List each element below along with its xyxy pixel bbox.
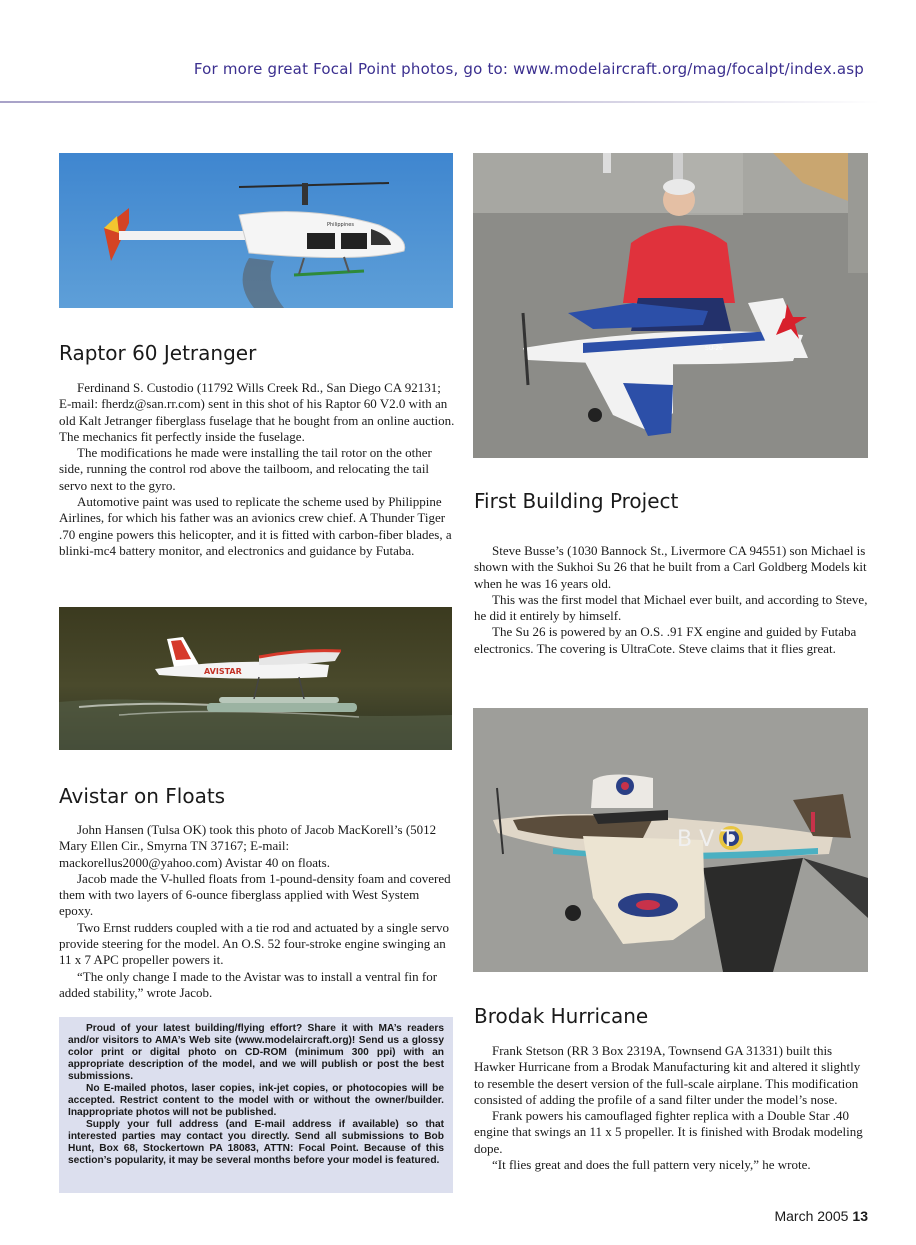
first-building-paragraph: Steve Busse’s (1030 Bannock St., Livermore CA 94551) son Michael is shown with the Sukhoi Su 26 that he built from a Carl Goldberg Models kit when he was 16 years old. bbox=[474, 543, 867, 591]
raptor-heading: Raptor 60 Jetranger bbox=[59, 341, 257, 365]
page-number: 13 bbox=[852, 1208, 868, 1224]
submission-paragraph: Proud of your latest building/flying effort? Share it with MA’s readers and/or visitors to AMA’s Web site (www.modelaircraft.org)! Send us a glossy color print or digital photo on CD-ROM (minimum 300 ppi) with an appropriate description of the model, and we will publish or post the best submissions. bbox=[68, 1023, 444, 1082]
avistar-livery-text: AVISTAR bbox=[204, 667, 242, 676]
su26-livery-text: SU-26 bbox=[705, 345, 723, 352]
first-building-heading: First Building Project bbox=[474, 489, 679, 513]
raptor-jetranger-photo bbox=[59, 153, 453, 308]
raptor-paragraph: Ferdinand S. Custodio (11792 Wills Creek Rd., San Diego CA 92131; E-mail: fherdz@san.rr.com) sent in this shot of his Raptor 60 V2.0 with an old Kalt Jetranger fiberglass fuselage that he bought from an online auction. The mechanics fit perfectly inside the fuselage. bbox=[59, 380, 455, 444]
su26-photo bbox=[473, 153, 868, 458]
submission-guidelines-box bbox=[59, 1017, 453, 1193]
helicopter-livery-text: Philippines bbox=[327, 222, 354, 228]
focal-point-banner: For more great Focal Point photos, go to: www.modelaircraft.org/mag/focalpt/index.asp bbox=[193, 60, 864, 78]
avistar-floats-photo bbox=[59, 607, 452, 750]
avistar-paragraph: Jacob made the V-hulled floats from 1-pound-density foam and covered them with two layers of 6-ounce fiberglass applied with West System epoxy. bbox=[59, 870, 451, 919]
avistar-paragraph: John Hansen (Tulsa OK) took this photo of Jacob MacKorell’s (5012 Mary Ellen Cir., Smyrna TN 37167; E-mail: mackorellus2000@yahoo.com) Avistar 40 on floats. bbox=[59, 822, 437, 870]
hurricane-paragraph: “It flies great and does the full pattern very nicely,” he wrote. bbox=[492, 1157, 811, 1173]
brodak-hurricane-photo bbox=[473, 708, 868, 972]
first-building-body bbox=[474, 543, 870, 657]
avistar-heading: Avistar on Floats bbox=[59, 784, 226, 808]
avistar-body bbox=[59, 822, 455, 1001]
raptor-paragraph: The modifications he made were installing the tail rotor on the other side, running the control rod above the tailboom, and relocating the tail servo next to the gyro. bbox=[59, 445, 432, 493]
hurricane-body bbox=[474, 1043, 870, 1173]
first-building-paragraph: The Su 26 is powered by an O.S. .91 FX engine and guided by Futaba electronics. The covering is UltraCote. Steve claims that it flies great. bbox=[474, 624, 857, 656]
hurricane-heading: Brodak Hurricane bbox=[474, 1004, 649, 1028]
first-building-paragraph: This was the first model that Michael ever built, and according to Steve, he did it entirely by himself. bbox=[474, 591, 868, 624]
raptor-paragraph: Automotive paint was used to replicate the scheme used by Philippine Airlines, for which his father was an avionics crew chief. A Thunder Tiger .70 engine powers this helicopter, and it is fitted with carbon-fiber blades, a blinki-mc4 battery monitor, and electronics and guidance by Futaba. bbox=[59, 494, 452, 558]
avistar-paragraph: “The only change I made to the Avistar was to install a ventral fin for added stability,” wrote Jacob. bbox=[59, 968, 438, 1000]
page-footer bbox=[774, 1208, 868, 1224]
submission-paragraph: Supply your full address (and E-mail address if available) so that interested parties may contact you directly. Send all submissions to Bob Hunt, Box 68, Stockertown PA 18083, ATTN: Focal Point. Because of this section’s popularity, it may be several months before your model is featured. bbox=[68, 1119, 444, 1166]
header-divider bbox=[0, 101, 880, 103]
avistar-paragraph: Two Ernst rudders coupled with a tie rod and actuated by a single servo provide steering for the model. An O.S. 52 four-stroke engine swinging an 11 x 7 APC propeller powers it. bbox=[59, 919, 450, 968]
raptor-body bbox=[59, 380, 455, 559]
submission-paragraph: No E-mailed photos, laser copies, ink-jet copies, or photocopies will be accepted. Restrict content to the model with or without the owner/builder. Inappropriate photos will not be published. bbox=[68, 1083, 444, 1118]
issue-date: March 2005 bbox=[774, 1208, 849, 1224]
hurricane-paragraph: Frank powers his camouflaged fighter replica with a Double Star .40 engine that swings an 11 x 5 propeller. It is finished with Brodak modeling dope. bbox=[474, 1108, 863, 1156]
hurricane-code-letters: B V T bbox=[677, 827, 735, 852]
hurricane-paragraph: Frank Stetson (RR 3 Box 2319A, Townsend GA 31331) built this Hawker Hurricane from a Brodak Manufacturing kit and altered it slightly to resemble the desert version of the full-scale airplane. This modification consisted of adding the profile of a sand filter under the model’s nose. bbox=[474, 1043, 861, 1107]
